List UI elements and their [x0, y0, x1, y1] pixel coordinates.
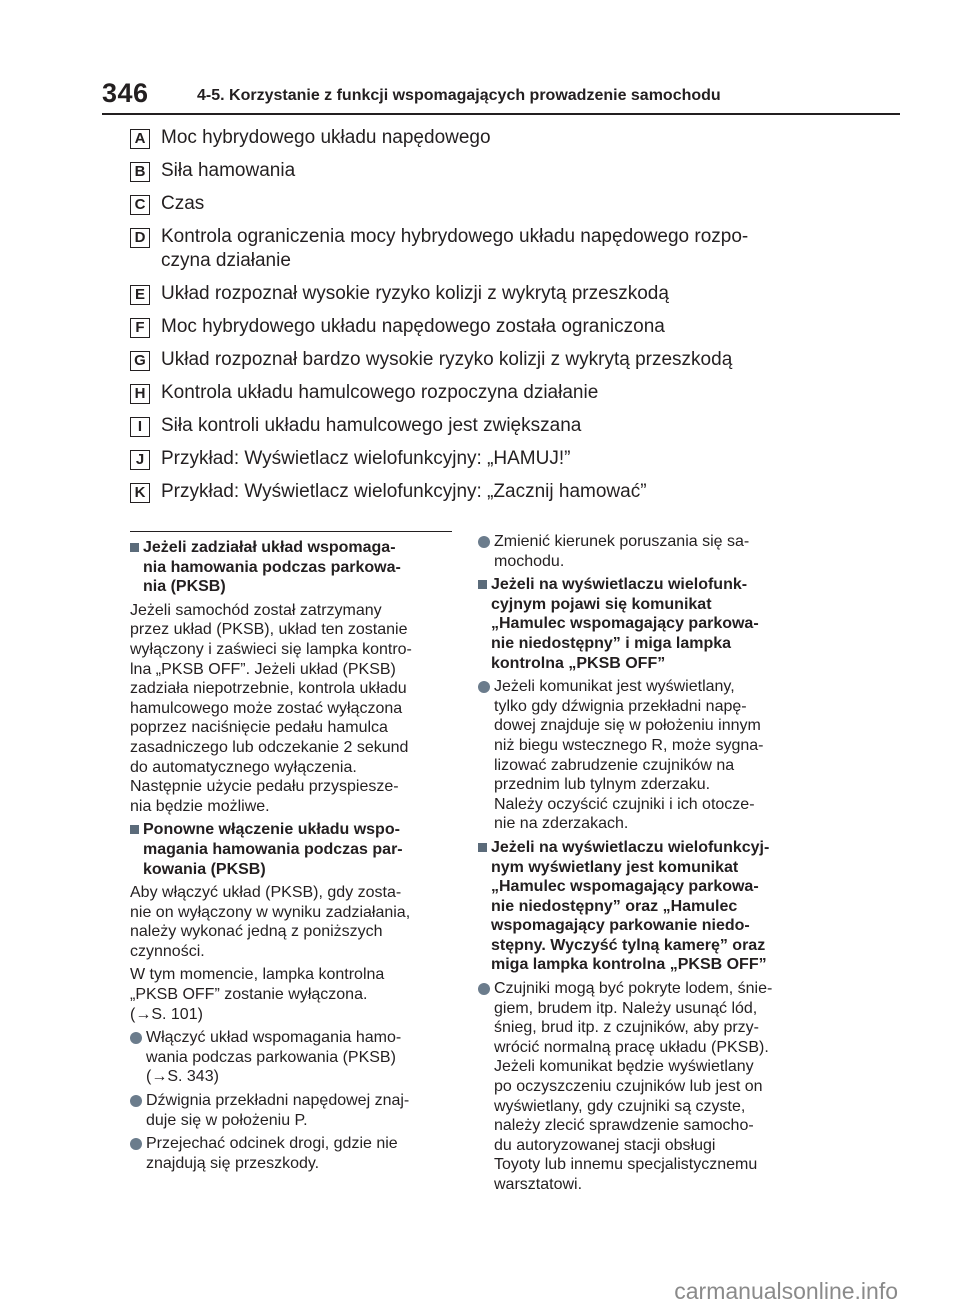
legend-text: Przykład: Wyświetlacz wielofunkcyjny: „HAMUJ!” — [161, 448, 571, 469]
bullet-text: Jeżeli komunikat jest wyświetlany, tylko gdy dźwignia przekładni napę- dowej znajduje się w położeniu innym niż biegu wstecznego R, może sygna- lizować zabrudzenie czujników na przednim lub tylnym zderzaku. Należy oczyścić czujniki i ich otocze- nie na zderzakach. — [494, 678, 764, 833]
legend-badge: G — [130, 351, 150, 371]
body-paragraph: Aby włączyć układ (PKSB), gdy zosta- nie on wyłączony w wyniku zadziałania, należy wykonać jedną z poniższych czynności. — [130, 884, 411, 960]
header-divider — [102, 113, 900, 115]
legend-item — [130, 192, 900, 216]
legend-badge: I — [130, 417, 150, 437]
circle-bullet-icon — [130, 1138, 142, 1150]
legend-text: Czas — [161, 193, 205, 214]
legend-text: Układ rozpoznał wysokie ryzyko kolizji z wykrytą przeszkodą — [161, 283, 669, 304]
body-paragraph: Jeżeli samochód został zatrzymany przez układ (PKSB), układ ten zostanie wyłączony i zaświeci się lampka kontro- lna „PKSB OFF”. Jeżeli układ (PKSB) zadziała niepotrzebnie, kontrola układu hamulcowego może zostać wyłączona poprzez naciśnięcie pedału hamulca zasadniczego lub odczekanie 2 sekund do automatycznego wyłączenia. Następnie użycie pedału przyspiesze- nia będzie możliwe. — [130, 601, 412, 815]
legend-item — [130, 447, 900, 471]
legend-badge: D — [130, 228, 150, 248]
bullet-item — [478, 677, 808, 834]
bullet-item — [478, 979, 808, 1195]
legend-item — [130, 225, 900, 273]
bullet-text: Włączyć układ wspomagania hamo- wania podczas parkowania (PKSB) (→S. 343) — [146, 1029, 402, 1086]
chapter-title: 4-5. Korzystanie z funkcji wspomagających prowadzenie samochodu — [197, 87, 721, 104]
legend-item — [130, 348, 900, 372]
body-paragraph: W tym momencie, lampka kontrolna „PKSB OFF” zostanie wyłączona. (→S. 101) — [130, 966, 385, 1023]
bullet-item — [130, 1134, 452, 1173]
section-heading-text: Jeżeli na wyświetlaczu wielofunkcyj- nym wyświetlany jest komunikat „Hamulec wspomagający parkowa- nie niedostępny” oraz „Hamulec wspomagający parkowanie niedo- stępny. Wyczyść tylną kamerę” oraz miga lampka kontrolna „PKSB OFF” — [491, 838, 770, 974]
legend-text: Moc hybrydowego układu napędowego — [161, 127, 491, 148]
circle-bullet-icon — [130, 1095, 142, 1107]
bullet-item — [130, 1091, 452, 1130]
legend-item — [130, 315, 900, 339]
section-heading-text: Jeżeli zadziałał układ wspomaga- nia hamowania podczas parkowa- nia (PKSB) — [143, 539, 401, 596]
legend-text: Siła hamowania — [161, 160, 296, 181]
figure-legend-list — [130, 126, 900, 513]
page-number: 346 — [102, 78, 149, 108]
legend-text: Przykład: Wyświetlacz wielofunkcyjny: „Zacznij hamować” — [161, 481, 647, 502]
legend-text: Układ rozpoznał bardzo wysokie ryzyko kolizji z wykrytą przeszkodą — [161, 349, 733, 370]
bullet-item — [130, 1028, 452, 1087]
legend-badge: C — [130, 195, 150, 215]
square-bullet-icon — [478, 843, 487, 852]
left-column — [130, 532, 452, 1177]
legend-text: Kontrola układu hamulcowego rozpoczyna działanie — [161, 382, 599, 403]
section-heading — [478, 838, 808, 975]
circle-bullet-icon — [478, 536, 490, 548]
section-heading — [130, 538, 452, 597]
right-column — [478, 532, 808, 1199]
legend-text: Kontrola ograniczenia mocy hybrydowego układu napędowego rozpo- czyna działanie — [161, 226, 749, 271]
section-heading — [130, 820, 452, 879]
legend-badge: J — [130, 450, 150, 470]
legend-badge: A — [130, 129, 150, 149]
section-heading — [478, 575, 808, 673]
section-heading-text: Jeżeli na wyświetlaczu wielofunk- cyjnym pojawi się komunikat „Hamulec wspomagający parkowa- nie niedostępny” i miga lampka kontrolna „PKSB OFF” — [491, 576, 759, 672]
square-bullet-icon — [478, 580, 487, 589]
legend-text: Moc hybrydowego układu napędowego została ograniczona — [161, 316, 665, 337]
legend-badge: B — [130, 162, 150, 182]
legend-item — [130, 282, 900, 306]
bullet-text: Dźwignia przekładni napędowej znaj- duje się w położeniu P. — [146, 1092, 410, 1129]
legend-item — [130, 126, 900, 150]
circle-bullet-icon — [478, 983, 490, 995]
bullet-text: Przejechać odcinek drogi, gdzie nie znajdują się przeszkody. — [146, 1135, 398, 1172]
legend-badge: K — [130, 483, 150, 503]
section-heading-text: Ponowne włączenie układu wspo- magania hamowania podczas par- kowania (PKSB) — [143, 821, 403, 878]
bullet-text: Czujniki mogą być pokryte lodem, śnie- giem, brudem itp. Należy usunąć lód, śnieg, brud itp. z czujników, aby przy- wrócić normalną pracę układu (PKSB). Jeżeli komunikat będzie wyświetlany po oczyszczeniu czujników lub jest on wyświetlany, gdy czujniki są czyste, należy zlecić sprawdzenie samocho- du autoryzowanej stacji obsługi Toyoty lub innemu specjalistycznemu warsztatowi. — [494, 980, 773, 1193]
legend-badge: E — [130, 285, 150, 305]
square-bullet-icon — [130, 825, 139, 834]
circle-bullet-icon — [478, 681, 490, 693]
legend-item — [130, 414, 900, 438]
legend-item — [130, 381, 900, 405]
site-watermark: carmanualsonline.info — [674, 1278, 898, 1304]
legend-item — [130, 159, 900, 183]
legend-text: Siła kontroli układu hamulcowego jest zwiększana — [161, 415, 582, 436]
bullet-text: Zmienić kierunek poruszania się sa- mochodu. — [494, 533, 750, 570]
legend-badge: H — [130, 384, 150, 404]
square-bullet-icon — [130, 543, 139, 552]
bullet-item — [478, 532, 808, 571]
legend-item — [130, 480, 900, 504]
legend-badge: F — [130, 318, 150, 338]
circle-bullet-icon — [130, 1032, 142, 1044]
page-header — [0, 0, 960, 118]
